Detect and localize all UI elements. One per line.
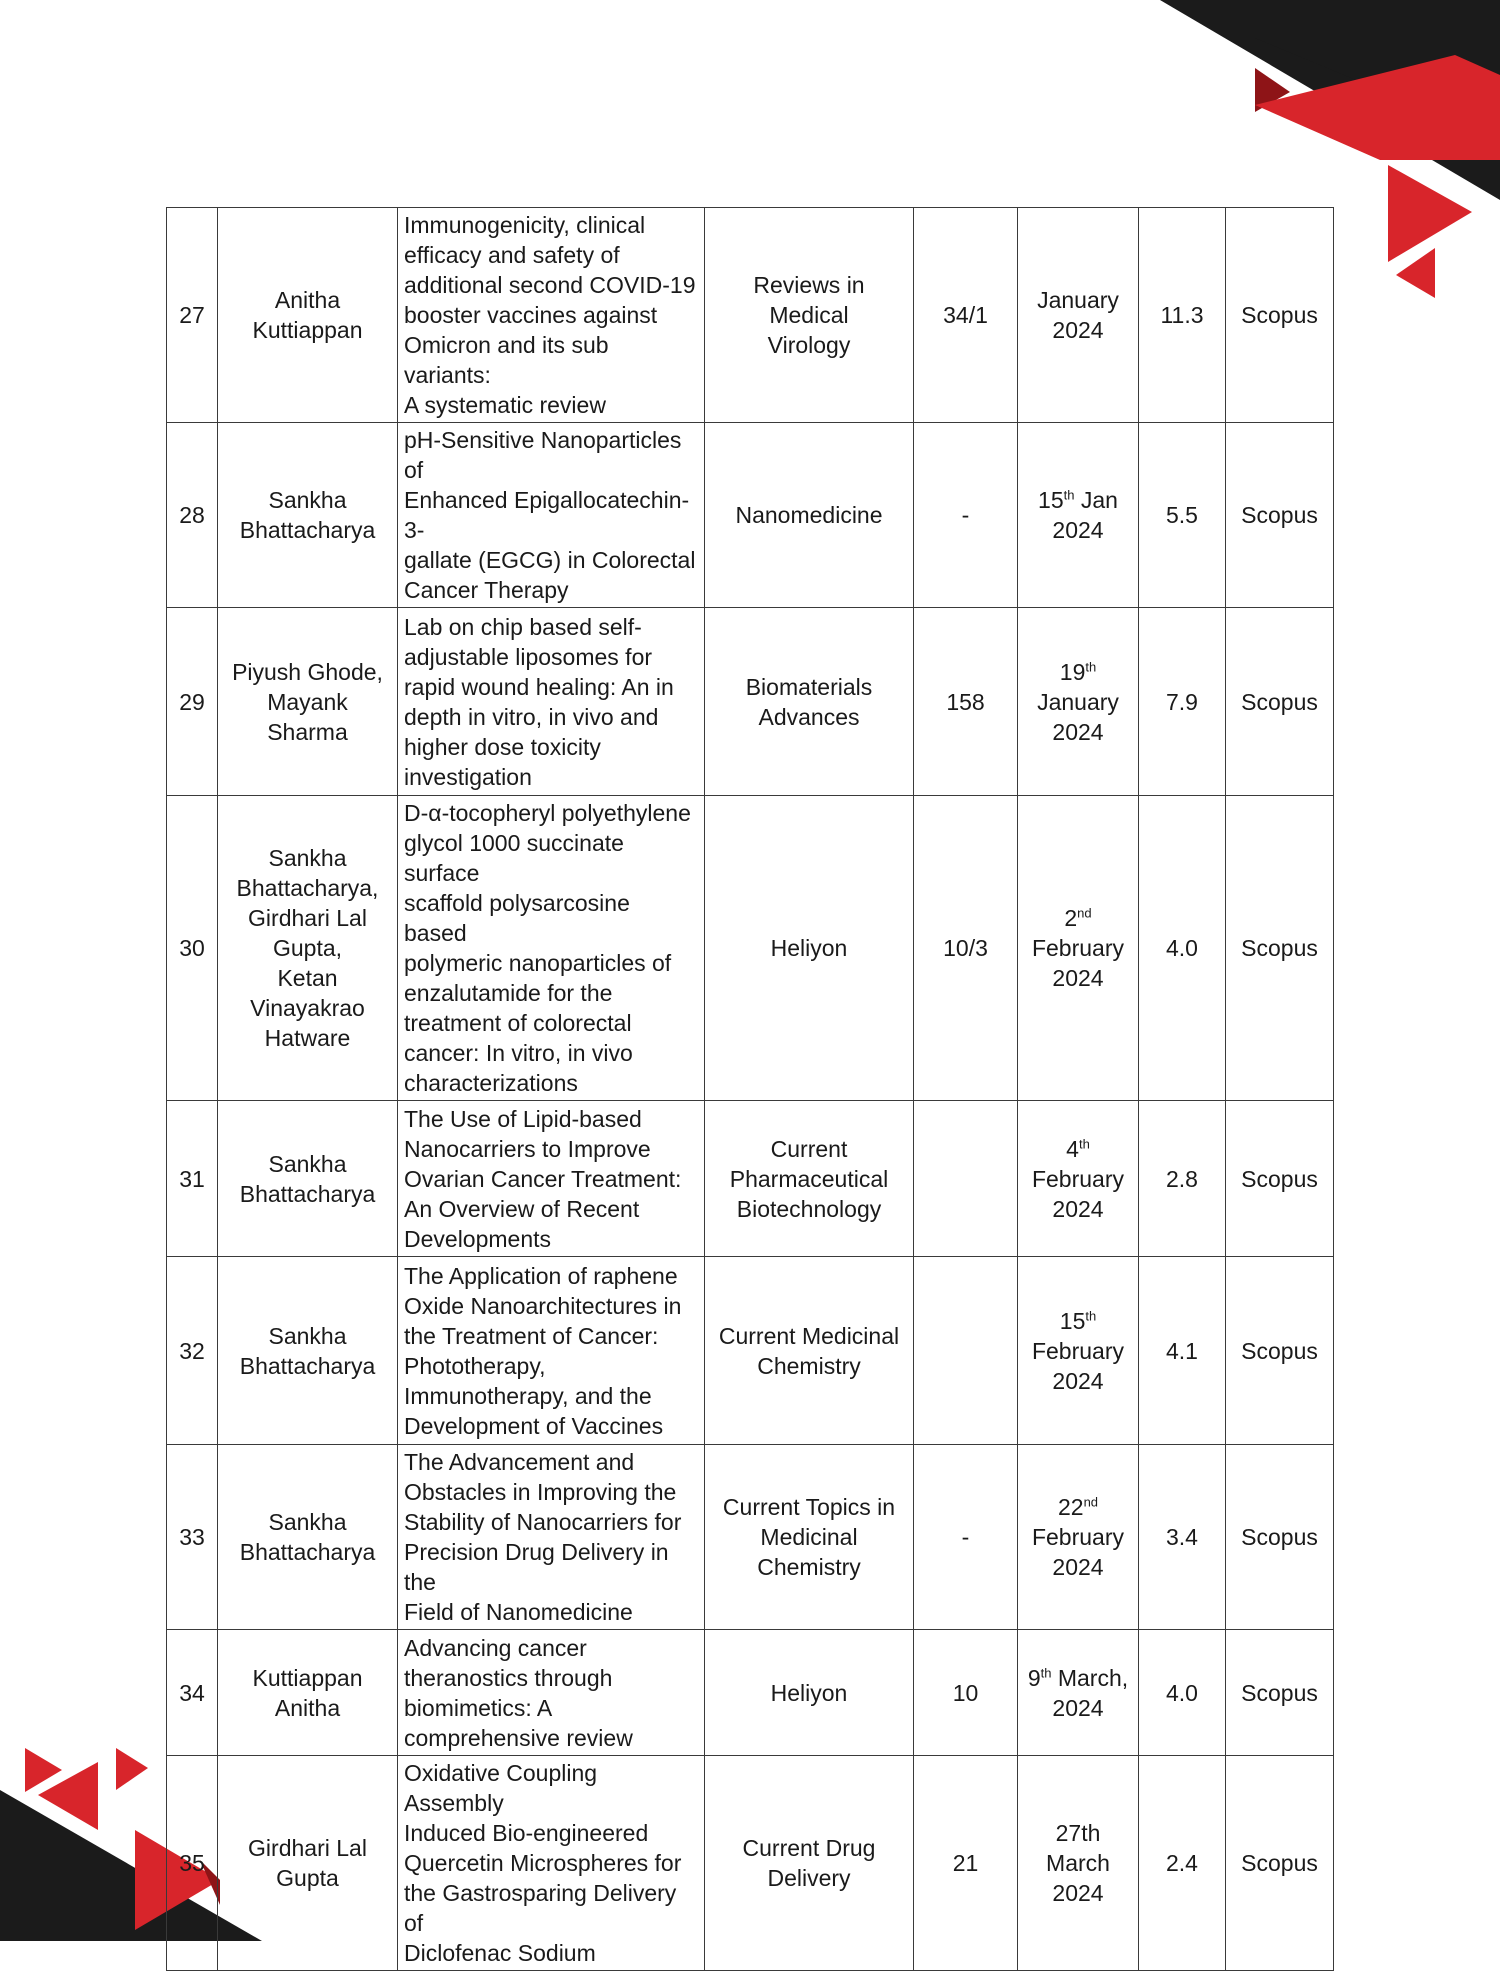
journal-cell [705, 1756, 914, 1971]
title-line: Lab on chip based self- [404, 613, 642, 640]
date-line [1024, 1693, 1132, 1723]
title-line: Advancing cancer [404, 1634, 587, 1661]
journal-line: Current Medicinal [718, 1322, 900, 1349]
date-text: 2024 [1052, 317, 1104, 343]
table-row [167, 796, 1334, 1101]
title-line: gallate (EGCG) in Colorectal [404, 547, 696, 573]
author-line: Kuttiappan [252, 317, 363, 343]
date-ordinal-suffix: th [1085, 1307, 1097, 1323]
date-line [1024, 315, 1132, 345]
indexing-cell: Scopus [1226, 1257, 1334, 1445]
date-line [1024, 1492, 1132, 1522]
table-row [167, 1630, 1334, 1756]
date-text: February [1031, 1524, 1125, 1550]
authors-cell [218, 1257, 398, 1445]
paper-title-cell [398, 1630, 705, 1756]
date-line [1024, 687, 1132, 717]
authors-cell [218, 1630, 398, 1756]
date-line [1024, 963, 1132, 993]
author-line: Kuttiappan [252, 1664, 363, 1691]
title-line: Enhanced Epigallocatechin-3- [404, 487, 690, 543]
title-line: Immunogenicity, clinical [404, 212, 646, 238]
date-line [1024, 1878, 1132, 1908]
title-line: Developments [404, 1225, 552, 1252]
serial-number-cell: 28 [167, 423, 218, 608]
title-line: scaffold polysarcosine based [404, 890, 630, 946]
author-line: Sharma [267, 718, 348, 745]
title-line: Immunotherapy, and the [404, 1382, 652, 1409]
paper-title-cell [398, 1445, 705, 1630]
date-line [1024, 485, 1132, 515]
title-line: Oxide Nanoarchitectures in [404, 1292, 682, 1319]
date-text: February [1031, 1165, 1125, 1192]
date-text-after: Jan [1074, 487, 1118, 513]
date-line [1024, 933, 1132, 963]
date-text: 2024 [1052, 965, 1104, 991]
title-line: Phototherapy, [404, 1352, 546, 1379]
authors-cell [218, 208, 398, 423]
table-row [167, 423, 1334, 608]
author-line: Ketan [277, 965, 338, 991]
date-line [1024, 1164, 1132, 1194]
publication-date-cell [1018, 608, 1139, 796]
serial-number-cell: 29 [167, 608, 218, 796]
author-line: Bhattacharya, [236, 875, 379, 901]
impact-factor-cell: 7.9 [1139, 608, 1226, 796]
title-line: Obstacles in Improving the [404, 1479, 677, 1505]
journal-cell [705, 796, 914, 1101]
journal-cell [705, 423, 914, 608]
date-line [1024, 1134, 1132, 1164]
title-line: A systematic review [404, 392, 606, 418]
date-ordinal-suffix: th [1040, 1664, 1052, 1680]
date-text: 2024 [1052, 517, 1104, 543]
indexing-cell: Scopus [1226, 1756, 1334, 1971]
date-line [1024, 1552, 1132, 1582]
date-text: 27th [1055, 1820, 1101, 1846]
title-line: Field of Nanomedicine [404, 1599, 633, 1625]
date-line [1024, 1336, 1132, 1366]
volume-cell: 158 [914, 608, 1018, 796]
journal-cell [705, 1257, 914, 1445]
impact-factor-cell: 5.5 [1139, 423, 1226, 608]
title-line: additional second COVID-19 [404, 272, 696, 298]
table-row [167, 1257, 1334, 1445]
title-line: rapid wound healing: An in [404, 673, 674, 700]
date-ordinal-suffix: th [1078, 1135, 1090, 1151]
title-line: investigation [404, 763, 532, 790]
paper-title-cell [398, 608, 705, 796]
date-text: March [1046, 1850, 1110, 1876]
impact-factor-cell: 2.4 [1139, 1756, 1226, 1971]
indexing-cell: Scopus [1226, 796, 1334, 1101]
volume-cell: 10 [914, 1630, 1018, 1756]
author-line: Girdhari Lal [248, 905, 367, 931]
journal-cell [705, 1630, 914, 1756]
authors-cell [218, 1445, 398, 1630]
serial-number-cell: 27 [167, 208, 218, 423]
title-line: treatment of colorectal [404, 1010, 632, 1036]
title-line: enzalutamide for the [404, 980, 613, 1006]
author-line: Anitha [274, 287, 341, 313]
date-text: February [1031, 935, 1125, 961]
volume-cell: 10/3 [914, 796, 1018, 1101]
volume-cell: - [914, 423, 1018, 608]
date-line [1024, 1818, 1132, 1848]
serial-number-cell: 30 [167, 796, 218, 1101]
publication-date-cell [1018, 796, 1139, 1101]
date-text: 2024 [1052, 1554, 1104, 1580]
date-text: 15 [1038, 487, 1064, 513]
journal-line: Virology [767, 332, 851, 358]
publication-date-cell [1018, 1257, 1139, 1445]
author-line: Hatware [264, 1025, 351, 1051]
title-line: The Use of Lipid-based [404, 1105, 642, 1132]
date-line [1024, 1306, 1132, 1336]
paper-title-cell [398, 1756, 705, 1971]
impact-factor-cell: 4.0 [1139, 1630, 1226, 1756]
authors-cell [218, 608, 398, 796]
title-line: Cancer Therapy [404, 577, 569, 603]
title-line: An Overview of Recent [404, 1195, 640, 1222]
date-text: 2024 [1052, 718, 1104, 745]
title-line: booster vaccines against [404, 302, 658, 328]
journal-line: Advances [758, 703, 860, 730]
date-text: 2024 [1052, 1195, 1104, 1222]
title-line: Diclofenac Sodium [404, 1940, 596, 1966]
indexing-cell: Scopus [1226, 1445, 1334, 1630]
journal-line: Reviews in Medical [753, 272, 865, 328]
paper-title-cell [398, 423, 705, 608]
indexing-cell: Scopus [1226, 1630, 1334, 1756]
journal-line: Heliyon [770, 935, 848, 961]
serial-number-cell: 33 [167, 1445, 218, 1630]
paper-title-cell [398, 1257, 705, 1445]
table-row [167, 608, 1334, 796]
date-ordinal-suffix: th [1063, 487, 1075, 503]
publication-date-cell [1018, 423, 1139, 608]
table-row [167, 1445, 1334, 1630]
author-line: Girdhari Lal [248, 1835, 367, 1861]
impact-factor-cell: 3.4 [1139, 1445, 1226, 1630]
title-line: depth in vitro, in vivo and [404, 703, 659, 730]
title-line: Precision Drug Delivery in the [404, 1539, 669, 1595]
date-text: 9 [1027, 1664, 1041, 1691]
title-line: the Treatment of Cancer: [404, 1322, 659, 1349]
author-line: Gupta [276, 1865, 339, 1891]
title-line: Nanocarriers to Improve [404, 1135, 651, 1162]
paper-title-cell [398, 208, 705, 423]
title-line: Stability of Nanocarriers for [404, 1509, 682, 1535]
journal-cell [705, 608, 914, 796]
authors-cell [218, 1756, 398, 1971]
author-line: Vinayakrao [250, 995, 365, 1021]
author-line: Bhattacharya [239, 517, 376, 543]
title-line: efficacy and safety of [404, 242, 620, 268]
journal-line: Heliyon [770, 1679, 848, 1706]
title-line: glycol 1000 succinate surface [404, 830, 624, 886]
journal-cell [705, 208, 914, 423]
publication-date-cell [1018, 1630, 1139, 1756]
date-line [1024, 1848, 1132, 1878]
journal-line: Current [770, 1135, 848, 1162]
date-line [1024, 657, 1132, 687]
title-line: D-α-tocopheryl polyethylene [404, 800, 691, 826]
date-text: 22 [1057, 1494, 1084, 1520]
title-line: polymeric nanoparticles of [404, 950, 672, 976]
title-line: Induced Bio-engineered [404, 1820, 649, 1846]
publications-rows [167, 208, 1334, 1971]
date-ordinal-suffix: nd [1083, 1494, 1099, 1510]
date-ordinal-suffix: th [1085, 658, 1097, 674]
author-line: Sankha [268, 487, 347, 513]
date-text: 19 [1059, 658, 1086, 685]
impact-factor-cell: 4.0 [1139, 796, 1226, 1101]
title-line: theranostics through [404, 1664, 613, 1691]
impact-factor-cell: 2.8 [1139, 1101, 1226, 1257]
title-line: biomimetics: A [404, 1694, 553, 1721]
author-line: Piyush Ghode, [232, 658, 383, 685]
date-line [1024, 1366, 1132, 1396]
journal-line: Current Topics in [722, 1494, 896, 1520]
title-line: Oxidative Coupling Assembly [404, 1760, 598, 1816]
journal-line: Current Drug [742, 1835, 876, 1861]
journal-line: Pharmaceutical [729, 1165, 889, 1192]
indexing-cell: Scopus [1226, 208, 1334, 423]
title-line: Omicron and its sub variants: [404, 332, 609, 388]
date-text: 2 [1064, 905, 1078, 931]
serial-number-cell: 31 [167, 1101, 218, 1257]
author-line: Sankha [268, 1509, 347, 1535]
journal-line: Chemistry [757, 1554, 861, 1580]
impact-factor-cell: 4.1 [1139, 1257, 1226, 1445]
title-line: pH-Sensitive Nanoparticles of [404, 427, 682, 483]
volume-cell: 34/1 [914, 208, 1018, 423]
author-line: Gupta, [272, 935, 343, 961]
author-line: Anitha [274, 1694, 341, 1721]
authors-cell [218, 423, 398, 608]
table-row [167, 1756, 1334, 1971]
authors-cell [218, 796, 398, 1101]
publication-date-cell [1018, 1101, 1139, 1257]
paper-title-cell [398, 1101, 705, 1257]
indexing-cell: Scopus [1226, 1101, 1334, 1257]
title-line: Development of Vaccines [404, 1412, 664, 1439]
author-line: Bhattacharya [239, 1180, 376, 1207]
date-line [1024, 717, 1132, 747]
journal-line: Medicinal [760, 1524, 858, 1550]
publications-table [166, 207, 1334, 1971]
date-text: January [1037, 688, 1119, 715]
journal-line: Nanomedicine [735, 502, 883, 528]
volume-cell [914, 1257, 1018, 1445]
date-line [1024, 1522, 1132, 1552]
paper-title-cell [398, 796, 705, 1101]
indexing-cell: Scopus [1226, 423, 1334, 608]
author-line: Sankha [268, 845, 347, 871]
author-line: Bhattacharya [239, 1352, 376, 1379]
table-row [167, 1101, 1334, 1257]
journal-line: Chemistry [757, 1352, 861, 1379]
date-text: January [1037, 287, 1119, 313]
author-line: Sankha [268, 1150, 347, 1177]
date-text: 4 [1066, 1135, 1079, 1162]
indexing-cell: Scopus [1226, 608, 1334, 796]
date-text: 2024 [1052, 1694, 1104, 1721]
author-line: Sankha [268, 1322, 347, 1349]
serial-number-cell: 32 [167, 1257, 218, 1445]
volume-cell: - [914, 1445, 1018, 1630]
date-ordinal-suffix: nd [1077, 905, 1092, 921]
date-line [1024, 285, 1132, 315]
publication-date-cell [1018, 1445, 1139, 1630]
date-text-after: March, [1051, 1664, 1129, 1691]
title-line: cancer: In vitro, in vivo [404, 1040, 633, 1066]
title-line: the Gastrosparing Delivery of [404, 1880, 677, 1936]
journal-line: Biotechnology [736, 1195, 882, 1222]
journal-cell [705, 1101, 914, 1257]
title-line: higher dose toxicity [404, 733, 601, 760]
publication-date-cell [1018, 208, 1139, 423]
journal-line: Delivery [767, 1865, 851, 1891]
publication-date-cell [1018, 1756, 1139, 1971]
author-line: Mayank [267, 688, 348, 715]
volume-cell [914, 1101, 1018, 1257]
table-row [167, 208, 1334, 423]
title-line: The Advancement and [404, 1449, 635, 1475]
title-line: comprehensive review [404, 1724, 633, 1751]
title-line: adjustable liposomes for [404, 643, 653, 670]
serial-number-cell: 34 [167, 1630, 218, 1756]
journal-line: Biomaterials [745, 673, 873, 700]
volume-cell: 21 [914, 1756, 1018, 1971]
date-text: 2024 [1052, 1880, 1104, 1906]
date-line [1024, 515, 1132, 545]
journal-cell [705, 1445, 914, 1630]
title-line: characterizations [404, 1070, 578, 1096]
title-line: The Application of raphene [404, 1262, 678, 1289]
date-line [1024, 1194, 1132, 1224]
date-text: February [1031, 1337, 1125, 1364]
date-text: 15 [1059, 1307, 1086, 1334]
date-text: 2024 [1052, 1367, 1104, 1394]
author-line: Bhattacharya [239, 1539, 376, 1565]
title-line: Ovarian Cancer Treatment: [404, 1165, 682, 1192]
title-line: Quercetin Microspheres for [404, 1850, 682, 1876]
serial-number-cell: 35 [167, 1756, 218, 1971]
date-line [1024, 1663, 1132, 1693]
impact-factor-cell: 11.3 [1139, 208, 1226, 423]
date-line [1024, 903, 1132, 933]
authors-cell [218, 1101, 398, 1257]
